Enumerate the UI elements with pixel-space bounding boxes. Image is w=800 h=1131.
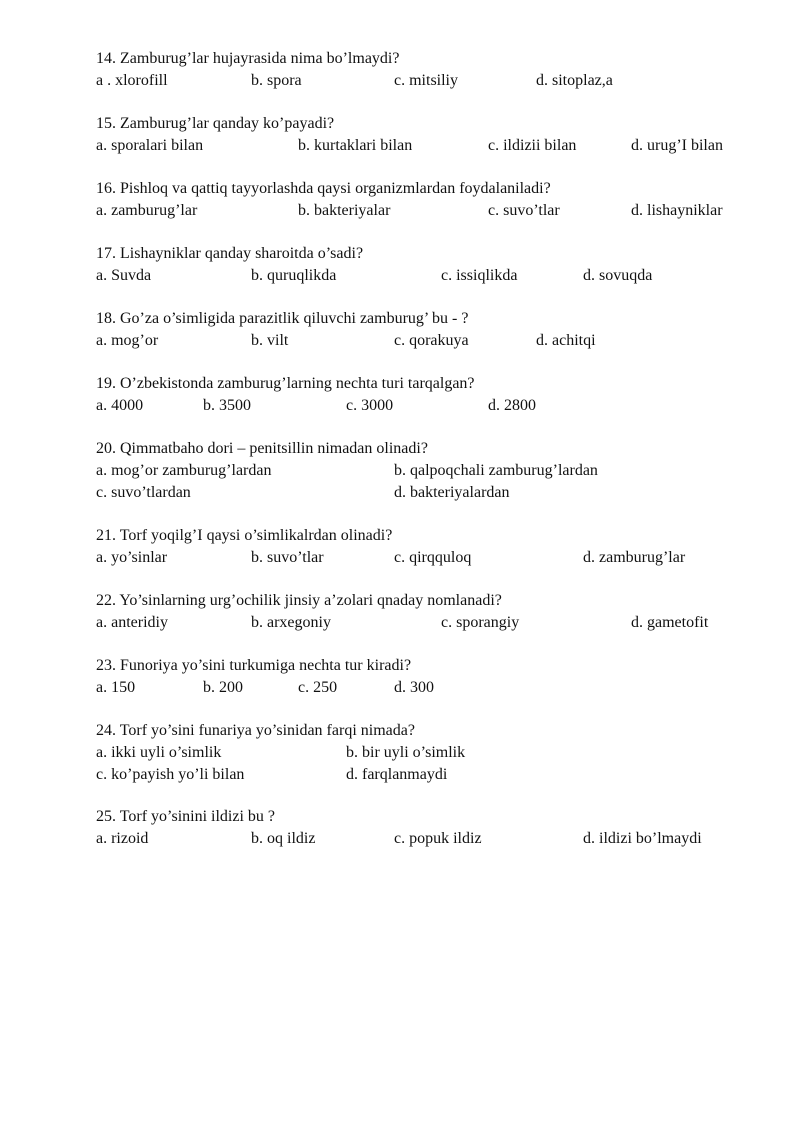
option-a: a. ikki uyli o’simlik [96, 744, 222, 761]
option-c: c. sporangiy [441, 614, 520, 631]
question-21 [96, 525, 776, 569]
question-15 [96, 113, 776, 157]
question-20 [96, 438, 776, 504]
question-17 [96, 243, 776, 287]
options-row [96, 482, 776, 504]
option-c: c. 250 [298, 679, 338, 696]
question-text: 15. Zamburug’lar qanday ko’payadi? [96, 115, 335, 132]
question-text: 17. Lishayniklar qanday sharoitda o’sadi? [96, 245, 364, 262]
option-d: d. zamburug’lar [583, 549, 686, 566]
option-b: b. kurtaklari bilan [298, 137, 413, 154]
question-16 [96, 178, 776, 222]
question-text: 24. Torf yo’sini funariya yo’sinidan farqi nimada? [96, 722, 415, 739]
question-text: 14. Zamburug’lar hujayrasida nima bo’lmaydi? [96, 50, 400, 67]
options-row [96, 828, 776, 850]
question-text: 19. O’zbekistonda zamburug’larning nechta turi tarqalgan? [96, 375, 475, 392]
options-row [96, 395, 776, 417]
option-d: d. sitoplaz,a [536, 72, 613, 89]
option-b: b. suvo’tlar [251, 549, 324, 566]
option-a: a . xlorofill [96, 72, 168, 89]
option-d: d. gametofit [631, 614, 709, 631]
option-b: b. bir uyli o’simlik [346, 744, 466, 761]
option-b: b. oq ildiz [251, 830, 316, 847]
question-text: 23. Funoriya yo’sini turkumiga nechta tur kiradi? [96, 657, 412, 674]
options-row [96, 764, 776, 786]
options-row [96, 200, 776, 222]
option-a: a. zamburug’lar [96, 202, 198, 219]
option-c: c. suvo’tlardan [96, 484, 191, 501]
question-23 [96, 655, 776, 699]
options-row [96, 135, 776, 157]
options-row [96, 265, 776, 287]
question-22 [96, 590, 776, 634]
option-d: d. 2800 [488, 397, 536, 414]
option-b: b. spora [251, 72, 302, 89]
options-row [96, 612, 776, 634]
option-b: b. bakteriyalar [298, 202, 391, 219]
options-row [96, 330, 776, 352]
option-a: a. mog’or zamburug’lardan [96, 462, 272, 479]
option-d: d. achitqi [536, 332, 596, 349]
option-b: b. 200 [203, 679, 243, 696]
options-row [96, 70, 776, 92]
question-24 [96, 720, 776, 786]
question-25 [96, 806, 776, 850]
option-b: b. qalpoqchali zamburug’lardan [394, 462, 598, 479]
option-d: d. bakteriyalardan [394, 484, 510, 501]
option-d: d. 300 [394, 679, 434, 696]
option-a: a. 150 [96, 679, 136, 696]
option-d: d. lishayniklar [631, 202, 723, 219]
options-row [96, 460, 776, 482]
question-text: 21. Torf yoqilg’I qaysi o’simlikalrdan olinadi? [96, 527, 393, 544]
question-text: 25. Torf yo’sinini ildizi bu ? [96, 808, 276, 825]
option-d: d. sovuqda [583, 267, 653, 284]
options-row [96, 547, 776, 569]
option-c: c. suvo’tlar [488, 202, 560, 219]
option-a: a. mog’or [96, 332, 159, 349]
option-a: a. sporalari bilan [96, 137, 204, 154]
option-c: c. issiqlikda [441, 267, 518, 284]
option-b: b. quruqlikda [251, 267, 337, 284]
option-c: c. ildizii bilan [488, 137, 577, 154]
question-18 [96, 308, 776, 352]
option-d: d. urug’I bilan [631, 137, 723, 154]
question-19 [96, 373, 776, 417]
option-d: d. ildizi bo’lmaydi [583, 830, 702, 847]
question-text: 18. Go’za o’simligida parazitlik qiluvchi zamburug’ bu - ? [96, 310, 469, 327]
option-b: b. 3500 [203, 397, 251, 414]
option-a: a. yo’sinlar [96, 549, 168, 566]
option-c: c. mitsiliy [394, 72, 458, 89]
option-c: c. 3000 [346, 397, 394, 414]
option-c: c. qirqquloq [394, 549, 472, 566]
option-a: a. 4000 [96, 397, 144, 414]
option-d: d. farqlanmaydi [346, 766, 448, 783]
option-c: c. ko’payish yo’li bilan [96, 766, 245, 783]
option-b: b. arxegoniy [251, 614, 331, 631]
option-a: a. anteridiy [96, 614, 168, 631]
question-text: 20. Qimmatbaho dori – penitsillin nimadan olinadi? [96, 440, 428, 457]
option-c: c. qorakuya [394, 332, 469, 349]
options-row [96, 677, 776, 699]
question-text: 22. Yo’sinlarning urg’ochilik jinsiy a’zolari qnaday nomlanadi? [96, 592, 502, 609]
options-row [96, 742, 776, 764]
option-c: c. popuk ildiz [394, 830, 482, 847]
question-14 [96, 48, 776, 92]
option-a: a. rizoid [96, 830, 149, 847]
question-text: 16. Pishloq va qattiq tayyorlashda qaysi organizmlardan foydalaniladi? [96, 180, 551, 197]
option-b: b. vilt [251, 332, 289, 349]
option-a: a. Suvda [96, 267, 152, 284]
